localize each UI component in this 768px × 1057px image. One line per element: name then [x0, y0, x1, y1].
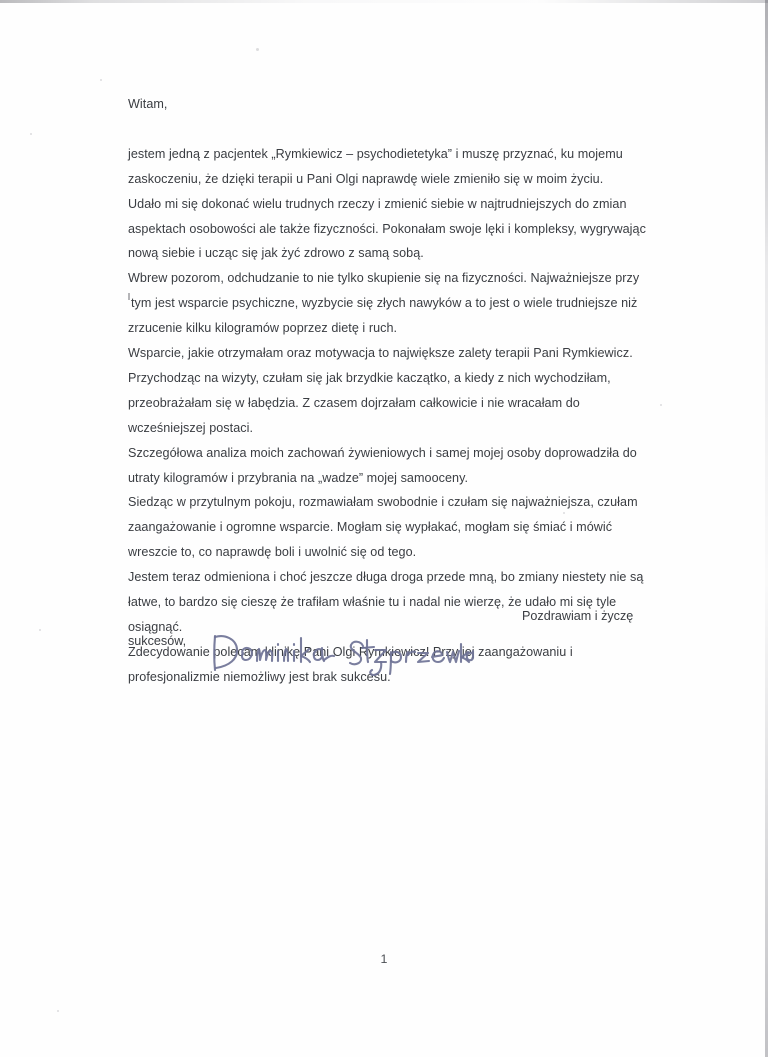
letter-body [128, 92, 646, 690]
paragraph-line: zaangażowanie i ogromne wsparcie. Mogłam się wypłakać, mogłam się śmiać i mówić [128, 520, 613, 535]
scan-artifact-mark [128, 293, 130, 300]
paragraph-line: osiągnąć. [128, 620, 183, 635]
paragraph-line: aspektach osobowości ale także fizyczności. Pokonałam swoje lęki i kompleksy, wygrywając [128, 221, 646, 236]
paragraph-intro [128, 142, 646, 267]
paragraph-line: Przychodząc na wizyty, czułam się jak brzydkie kaczątko, a kiedy z nich wychodziłam, [128, 370, 611, 385]
scan-speck [100, 79, 102, 81]
closing-wishes: sukcesów, [128, 634, 187, 648]
paragraph-line: wcześniejszej postaci. [128, 420, 253, 435]
page-number: 1 [380, 952, 388, 966]
paragraph-line: jestem jedną z pacjentek „Rymkiewicz – psychodietetyka” i muszę przyznać, ku mojemu [128, 146, 623, 161]
paragraph-line: Zdecydowanie polecam klinikę Pani Olgi Rymkiewicz! Przy jej zaangażowaniu i [128, 644, 573, 659]
scan-speck [57, 1010, 59, 1012]
paragraph-line: wreszcie to, co naprawdę boli i uwolnić się od tego. [128, 545, 417, 560]
paragraph-wbrew-pozorom [128, 266, 646, 341]
paragraph-line: łatwe, to bardzo się cieszę że trafiłam właśnie tu i nadal nie wierzę, że udało mi się tyle [128, 595, 617, 610]
paragraph-line: przeobrażałam się w łabędzia. Z czasem dojrzałam całkowicie i nie wracałam do [128, 395, 580, 410]
paragraph-line: profesjonalizmie niemożliwy jest brak sukcesu. [128, 669, 391, 684]
paragraph-line: zaskoczeniu, że dzięki terapii u Pani Olgi naprawdę wiele zmieniło się w moim życiu. [128, 171, 604, 186]
closing-regards: Pozdrawiam i życzę [522, 609, 634, 623]
scan-speck [30, 133, 32, 135]
paragraph-analiza [128, 441, 646, 491]
paragraph-line-text: tym jest wsparcie psychiczne, wyzbycie się złych nawyków a to jest o wiele trudniejsze niż [131, 296, 638, 311]
scan-edge-top [0, 0, 768, 3]
paragraph-line: zrzucenie kilku kilogramów poprzez dietę i ruch. [128, 321, 398, 336]
paragraph-line: Jestem teraz odmieniona i choć jeszcze długa droga przede mną, bo zmiany niestety nie są [128, 570, 644, 585]
signature-strokes [205, 624, 475, 686]
paragraph-pokoj [128, 490, 646, 565]
paragraph-line [128, 291, 646, 316]
scan-speck [660, 404, 662, 406]
paragraph-line: nową siebie i ucząc się jak żyć zdrowo z samą sobą. [128, 246, 424, 261]
handwritten-signature [205, 624, 475, 686]
paragraph-line: Udało mi się dokonać wielu trudnych rzeczy i zmienić siebie w najtrudniejszych do zmian [128, 196, 627, 211]
letter-greeting: Witam, [128, 97, 168, 111]
scan-speck [39, 629, 41, 631]
paragraph-wsparcie [128, 341, 646, 441]
paragraph-line: Wsparcie, jakie otrzymałam oraz motywacja to największe zalety terapii Pani Rymkiewicz. [128, 346, 633, 361]
scan-speck [256, 48, 259, 51]
paragraph-line: Siedząc w przytulnym pokoju, rozmawiałam swobodnie i czułam się najważniejsza, czułam [128, 495, 638, 510]
paragraph-line: Szczegółowa analiza moich zachowań żywieniowych i samej mojej osoby doprowadziła do [128, 445, 637, 460]
paragraph-line: Wbrew pozorom, odchudzanie to nie tylko skupienie się na fizyczności. Najważniejsze przy [128, 271, 640, 286]
paragraph-line: utraty kilogramów i przybrania na „wadze” mojej samooceny. [128, 470, 469, 485]
